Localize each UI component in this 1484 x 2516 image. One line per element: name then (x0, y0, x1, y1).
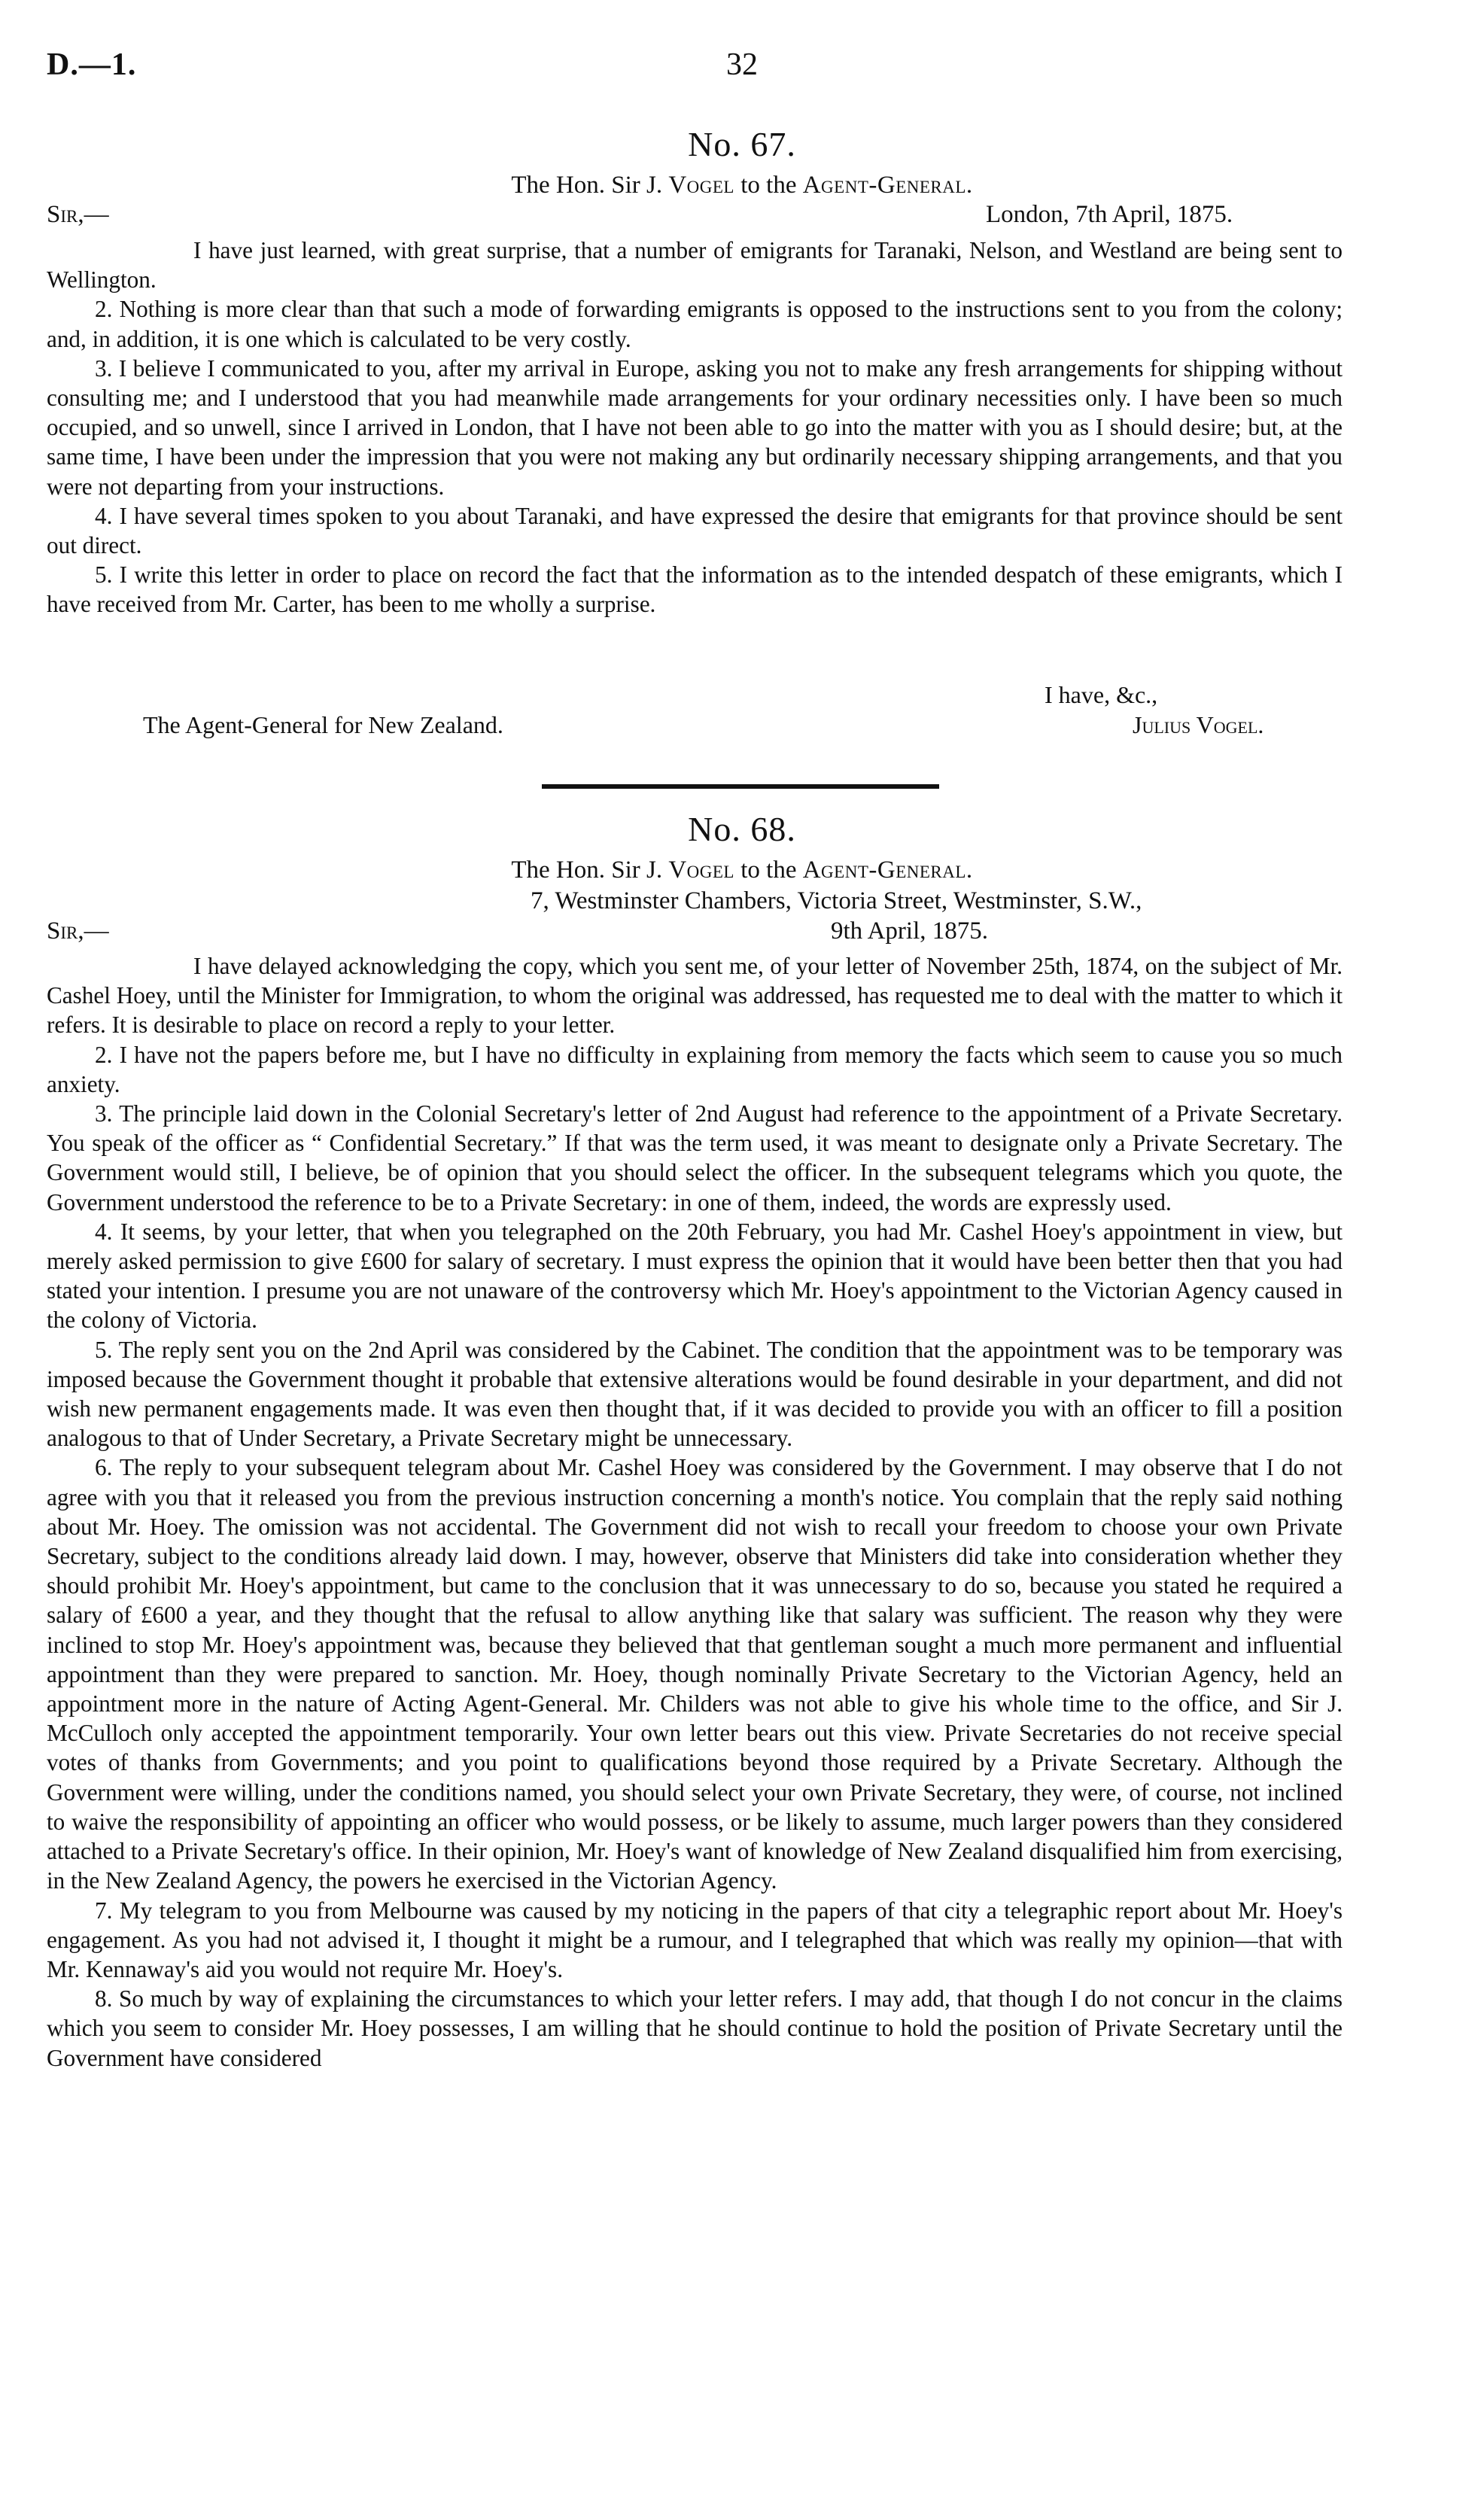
title-sender: Vogel (668, 856, 734, 884)
letter-67-closing (0, 681, 1484, 741)
running-head (0, 47, 1484, 92)
title-sender: Vogel (668, 172, 734, 199)
signature-row (0, 711, 1484, 741)
letter-title (0, 856, 1484, 884)
letter-number: No. 68. (688, 810, 796, 848)
letter-no-67 (0, 124, 1484, 230)
title-recipient: Agent-General. (802, 856, 973, 884)
title-prefix: The Hon. Sir J. (511, 856, 669, 884)
letter-title (0, 172, 1484, 199)
closing: I have, &c., (1045, 681, 1158, 708)
paragraph-3: 3. I believe I communicated to you, after my arrival in Europe, asking you not to make any fresh arrangements for shipping without consulting me; and I understood that you had meanwhile made arrangements for your ordinary necessities only. I have been so much occupied, and so unwell, since I arrived in London, that I have not been able to go into the matter with you as I should desire; but, at the same time, I have been under the impression that you were not making any but ordinarily necessary shipping arrangements, and that you were not departing from your instructions. (47, 354, 1343, 500)
dateline: 9th April, 1875. (831, 917, 989, 945)
sender-address: 7, Westminster Chambers, Victoria Street, Westminster, S.W., (531, 887, 1142, 914)
closing-row (0, 681, 1484, 711)
section-divider (542, 784, 939, 789)
title-connector: to the (734, 172, 803, 199)
paragraph-1: I have just learned, with great surprise, that a number of emigrants for Taranaki, Nelson, and Westland are being sent to Wellington. (47, 237, 1343, 294)
paragraph-3: 3. The principle laid down in the Colonial Secretary's letter of 2nd August had reference to the appointment of a Private Secretary. You speak of the officer as “ Confidential Secretary.” If that was the term used, it was meant to designate only a Private Secretary. The Government would still, I believe, be of opinion that you should select the officer. In the subsequent telegrams which you quote, the Government understood the reference to be to a Private Secretary: in one of them, indeed, the words are expressly used. (47, 1100, 1343, 1215)
document-reference: D.—1. (47, 47, 137, 82)
title-recipient: Agent-General. (802, 172, 973, 199)
title-connector: to the (734, 856, 803, 884)
salutation-row (0, 199, 1484, 230)
dateline: London, 7th April, 1875. (986, 201, 1233, 228)
paragraph-4: 4. It seems, by your letter, that when you telegraphed on the 20th February, you had Mr. Cashel Hoey's appointment in view, but merely asked permission to give £600 for salary of secretary. I must express the opinion that it would have been better then that you had stated your intention. I presume you are not unaware of the controversy which Mr. Hoey's appointment to the Victorian Agency caused in the colony of Victoria. (47, 1218, 1343, 1334)
addressee: The Agent-General for New Zealand. (143, 711, 503, 738)
salutation: Sir,— (47, 201, 109, 228)
letter-67-body (47, 236, 1343, 619)
page-number: 32 (726, 47, 758, 82)
paragraph-5: 5. I write this letter in order to place on record the fact that the information as to the intended despatch of these emigrants, which I have received from Mr. Carter, has been to me wholly a surprise. (47, 561, 1343, 618)
paragraph-6: 6. The reply to your subsequent telegram about Mr. Cashel Hoey was considered by the Government. I may observe that I do not agree with you that it released you from the previous instruction concerning a month's notice. You complain that the reply said nothing about Mr. Hoey. The omission was not accidental. The Government did not wish to recall your freedom to choose your own Private Secretary, subject to the conditions already laid down. I may, however, observe that Ministers did take into consideration whether they should prohibit Mr. Hoey's appointment, but came to the conclusion that it was unnecessary to do so, because you stated he required a salary of £600 a year, and they thought that the refusal to allow anything like that salary was sufficient. The reason why they were inclined to stop Mr. Hoey's appointment was, because they believed that that gentleman sought a much more permanent and influential appointment than they were prepared to sanction. Mr. Hoey, though nominally Private Secretary to the Victorian Agency, held an appointment more in the nature of Acting Agent-General. Mr. Childers was not able to give his whole time to the office, and Sir J. McCulloch only accepted the appointment temporarily. Your own letter bears out this view. Private Secretaries do not receive special votes of thanks from Governments; and you point to qualifications beyond those required by a Private Secretary. Although the Government were willing, under the conditions named, you should select your own Private Secretary, they were, of course, not inclined to waive the responsibility of appointing an officer who would possess, or be likely to assume, much larger powers than they considered attached to a Private Secretary's office. In their opinion, Mr. Hoey's want of knowledge of New Zealand disqualified him from exercising, in the New Zealand Agency, the powers he exercised in the Victorian Agency. (47, 1454, 1343, 1894)
paragraph-4: 4. I have several times spoken to you about Taranaki, and have expressed the desire that emigrants for that province should be sent out direct. (47, 502, 1343, 559)
paragraph-7: 7. My telegram to you from Melbourne was caused by my noticing in the papers of that city a telegraphic report about Mr. Hoey's engagement. As you had not advised it, I thought it might be a rumour, and I telegraphed that which was really my opinion—that with Mr. Kennaway's aid you would not require Mr. Hoey's. (47, 1897, 1343, 1982)
salutation: Sir,— (47, 917, 109, 945)
paragraph-2: 2. Nothing is more clear than that such a mode of forwarding emigrants is opposed to the instructions sent to you from the colony; and, in addition, it is one which is calculated to be very costly. (47, 296, 1343, 352)
title-prefix: The Hon. Sir J. (511, 172, 669, 199)
letter-68-body (47, 951, 1343, 2073)
paragraph-1: I have delayed acknowledging the copy, which you sent me, of your letter of November 25th, 1874, on the subject of Mr. Cashel Hoey, until the Minister for Immigration, to whom the original was addressed, has requested me to deal with the matter to which it refers. It is desirable to place on record a reply to your letter. (47, 953, 1343, 1039)
signature: Julius Vogel. (1133, 711, 1264, 738)
letter-number: No. 67. (688, 125, 796, 163)
address-block (0, 884, 1484, 946)
paragraph-5: 5. The reply sent you on the 2nd April was considered by the Cabinet. The condition that the appointment was to be temporary was imposed because the Government thought it probable that extensive alterations would be found desirable in your department, and did not wish new permanent engagements made. It was even then thought that, if it was decided to provide you with an officer to fill a position analogous to that of Under Secretary, a Private Secretary might be unnecessary. (47, 1336, 1343, 1452)
letter-no-68 (0, 809, 1484, 946)
paragraph-2: 2. I have not the papers before me, but I have no difficulty in explaining from memory the facts which seem to cause you so much anxiety. (47, 1041, 1343, 1097)
paragraph-8: 8. So much by way of explaining the circumstances to which your letter refers. I may add, that though I do not concur in the claims which you seem to consider Mr. Hoey possesses, I am willing that he should continue to hold the position of Private Secretary until the Government have considered (47, 1985, 1343, 2071)
